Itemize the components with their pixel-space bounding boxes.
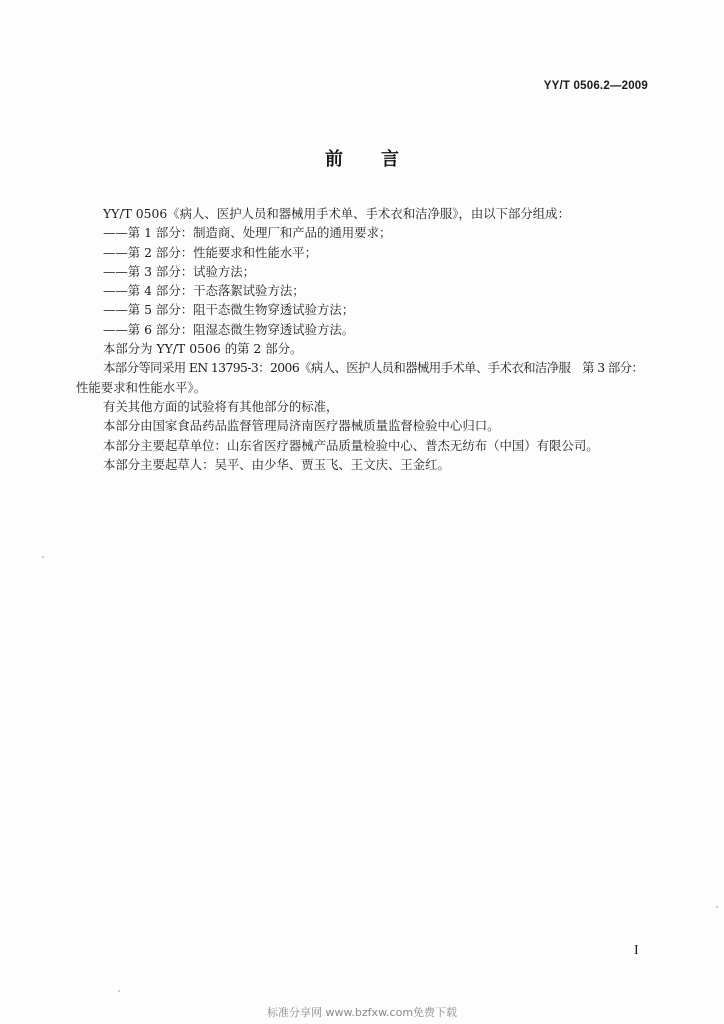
paragraph-line: 本部分由国家食品药品监督管理局济南医疗器械质量监督检验中心归口。 (103, 418, 500, 434)
paragraph-line: 有关其他方面的试验将有其他部分的标准， (103, 398, 339, 414)
scan-speck (716, 906, 718, 908)
scan-speck (42, 556, 44, 558)
paragraph-line: 本部分主要起草人：吴平、由少华、贾玉飞、王文庆、王金红。 (103, 456, 450, 472)
part-list-item: ——第 2 部分：性能要求和性能水平； (103, 244, 318, 260)
footer-watermark: 标准分享网 www.bzfxw.com免费下载 (266, 1006, 458, 1019)
paragraph-line: 本部分为 YY/T 0506 的第 2 部分。 (103, 341, 303, 357)
scan-speck (118, 990, 120, 992)
part-list-item: ——第 3 部分：试验方法； (103, 263, 256, 279)
part-list-item: ——第 5 部分：阻干态微生物穿透试验方法； (103, 302, 355, 318)
preface-intro-line: YY/T 0506《病人、医护人员和器械用手术单、手术衣和洁净服》，由以下部分组成： (103, 206, 570, 221)
page-title: 前 言 (325, 149, 409, 170)
part-list-item: ——第 1 部分：制造商、处理厂和产品的通用要求； (103, 225, 392, 241)
paragraph-continuation-line: 性能要求和性能水平》。 (76, 379, 207, 395)
page-number: I (634, 943, 639, 958)
preface-body (76, 204, 648, 474)
paragraph-line: 本部分主要起草单位：山东省医疗器械产品质量检验中心、普杰无纺布（中国）有限公司。 (103, 437, 599, 453)
part-list-item: ——第 6 部分：阻湿态微生物穿透试验方法。 (103, 321, 355, 337)
standard-number: YY/T 0506.2—2009 (543, 80, 648, 92)
part-list-item: ——第 4 部分：干态落絮试验方法； (103, 283, 305, 299)
paragraph-line: 本部分等同采用 EN 13795-3：2006《病人、医护人员和器械用手术单、手术衣和洁净服 第 3 部分： (103, 360, 644, 376)
